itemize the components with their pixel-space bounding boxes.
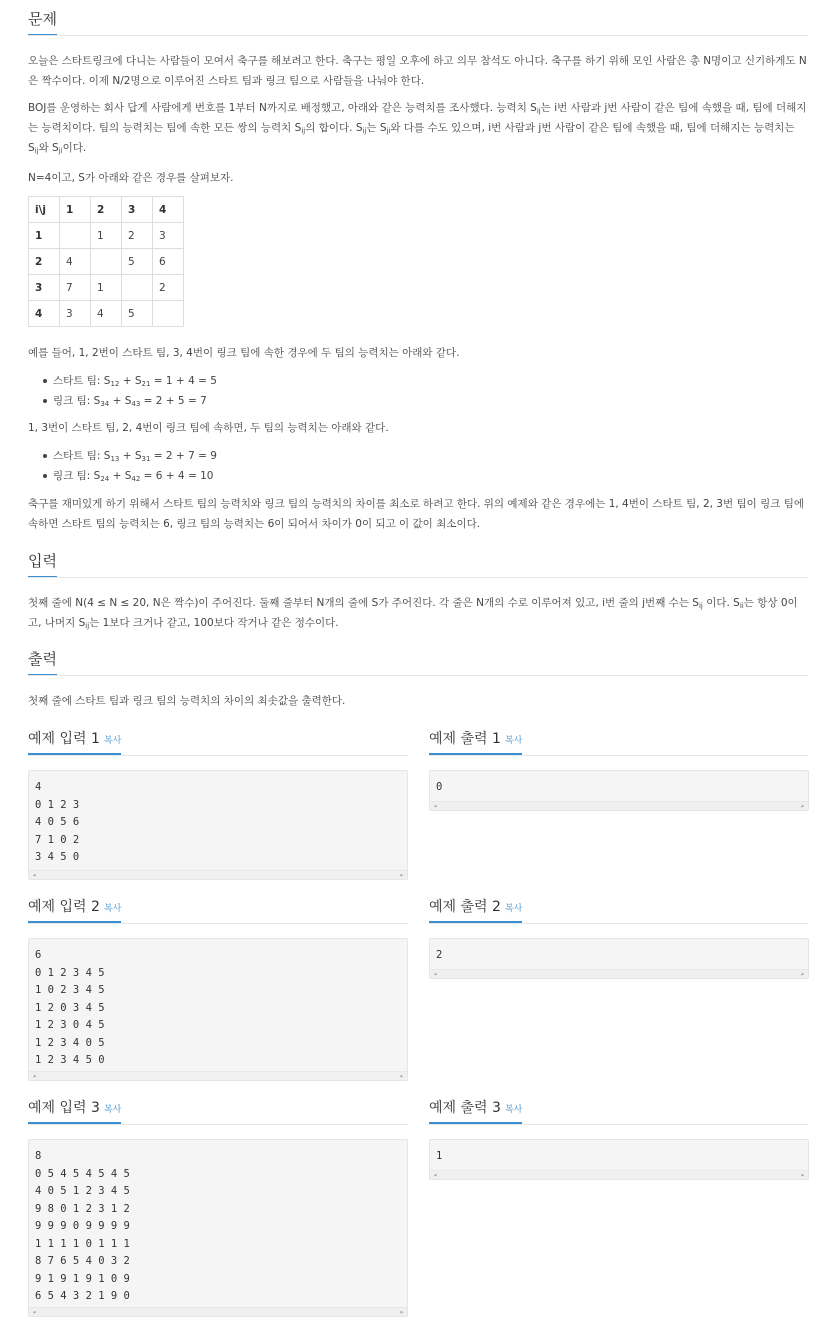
horizontal-scrollbar[interactable] — [29, 1307, 407, 1316]
table-cell — [91, 249, 122, 275]
example-list-2 — [28, 446, 217, 486]
horizontal-scrollbar[interactable] — [430, 969, 808, 978]
table-cell: 1 — [91, 223, 122, 249]
sample-input-3-box[interactable] — [28, 1139, 408, 1317]
sample-input-2-box[interactable] — [28, 938, 408, 1081]
scroll-right-icon[interactable]: ▸ — [800, 1171, 805, 1179]
divider — [28, 1124, 408, 1125]
table-cell: 2 — [122, 223, 153, 249]
sample-input-1-code: 4 0 1 2 3 4 0 5 6 7 1 0 2 3 4 5 0 — [35, 781, 80, 863]
table-cell: 3 — [60, 301, 91, 327]
divider — [429, 755, 808, 756]
scroll-left-icon[interactable]: ◂ — [32, 871, 37, 879]
sample-output-2-box[interactable] — [429, 938, 809, 979]
scroll-right-icon[interactable]: ▸ — [399, 1308, 404, 1316]
table-cell: 7 — [60, 275, 91, 301]
list-item: 링크 팀: $S_{34} + S_{43} = 2 + 5 = 7$ — [28, 391, 217, 411]
table-row — [29, 275, 184, 301]
sample-output-1-code: 0 — [436, 781, 443, 793]
table-cell: 2 — [153, 275, 184, 301]
problem-heading-text: 문제 — [28, 10, 57, 28]
problem-paragraph-2: BOJ를 운영하는 회사 답게 사람에게 번호를 1부터 N까지로 배정했고, 아래와 같은 능력치를 조사했다. 능력치 $S_{ij}$는 i번 사람과 j번 사람이 같은 팀에 속했을 때, 팀에 더해지는 능력치이다. 팀의 능력치는 팀에 속한 모든 쌍의 능력치 $S_{ij}$의 합이다. $S_{ij}$는 $S_{ji}$와 다를 수도 있으며, i번 사람과 j번 사람이 같은 팀에 속했을 때, 팀에 더해지는 능력치는 $S_{ij}$와 $S_{ji}$이다. — [28, 102, 807, 155]
divider — [28, 755, 408, 756]
divider — [28, 35, 808, 36]
table-col-header: 3 — [122, 197, 153, 223]
sample-output-2-title: 예제 출력 2 — [429, 899, 501, 915]
table-row-header: 4 — [29, 301, 60, 327]
scroll-left-icon[interactable]: ◂ — [433, 802, 438, 810]
table-col-header: 1 — [60, 197, 91, 223]
problem-paragraph-3: N=4이고, S가 아래와 같은 경우를 살펴보자. — [28, 172, 234, 184]
scroll-left-icon[interactable]: ◂ — [433, 1171, 438, 1179]
table-row-header: 2 — [29, 249, 60, 275]
copy-button[interactable]: 복사 — [504, 1105, 523, 1115]
output-description: 첫째 줄에 스타트 팀과 링크 팀의 능력치의 차이의 최솟값을 출력한다. — [28, 695, 346, 707]
scroll-left-icon[interactable]: ◂ — [433, 970, 438, 978]
table-cell: 3 — [153, 223, 184, 249]
scroll-left-icon[interactable]: ◂ — [32, 1072, 37, 1080]
sample-input-2-code: 6 0 1 2 3 4 5 1 0 2 3 4 5 1 2 0 3 4 5 1 2 3 0 4 5 1 2 3 4 0 5 1 2 3 4 5 0 — [35, 949, 105, 1066]
table-cell: 4 — [60, 249, 91, 275]
output-heading — [28, 648, 57, 676]
sample-input-3-heading — [28, 1097, 121, 1124]
input-heading-text: 입력 — [28, 552, 57, 570]
horizontal-scrollbar[interactable] — [29, 870, 407, 879]
example-list-1 — [28, 371, 217, 411]
sample-output-3-title: 예제 출력 3 — [429, 1100, 501, 1116]
list-item: 링크 팀: $S_{24} + S_{42} = 6 + 4 = 10$ — [28, 466, 217, 486]
sample-input-2-title: 예제 입력 2 — [28, 899, 100, 915]
table-cell: 5 — [122, 249, 153, 275]
sample-input-1-heading — [28, 728, 121, 755]
problem-heading — [28, 8, 57, 36]
ability-table — [28, 196, 184, 327]
table-cell — [122, 275, 153, 301]
problem-paragraph-5: 1, 3번이 스타트 팀, 2, 4번이 링크 팀에 속하면, 두 팀의 능력치는 아래와 같다. — [28, 422, 389, 434]
table-row — [29, 301, 184, 327]
sample-output-2-code: 2 — [436, 949, 443, 961]
horizontal-scrollbar[interactable] — [430, 1170, 808, 1179]
table-cell: 6 — [153, 249, 184, 275]
list-item: 스타트 팀: $S_{12} + S_{21} = 1 + 4 = 5$ — [28, 371, 217, 391]
divider — [28, 577, 808, 578]
sample-input-3-code: 8 0 5 4 5 4 5 4 5 4 0 5 1 2 3 4 5 9 8 0 1 2 3 1 2 9 9 9 0 9 9 9 9 1 1 1 1 0 1 1 1 8 7 6 5 4 0 3 2 9 1 9 1 9 1 0 9 6 5 4 3 2 1 9 0 — [35, 1150, 130, 1302]
table-row-header: 3 — [29, 275, 60, 301]
divider — [28, 923, 408, 924]
table-cell: 4 — [91, 301, 122, 327]
table-col-header: 2 — [91, 197, 122, 223]
copy-button[interactable]: 복사 — [103, 736, 122, 746]
sample-output-1-box[interactable] — [429, 770, 809, 811]
sample-input-2-heading — [28, 896, 121, 923]
list-item: 스타트 팀: $S_{13} + S_{31} = 2 + 7 = 9$ — [28, 446, 217, 466]
sample-output-1-title: 예제 출력 1 — [429, 731, 501, 747]
sample-input-3-title: 예제 입력 3 — [28, 1100, 100, 1116]
sample-output-1-heading — [429, 728, 522, 755]
copy-button[interactable]: 복사 — [103, 904, 122, 914]
divider — [28, 675, 808, 676]
output-heading-text: 출력 — [28, 650, 57, 668]
table-row — [29, 223, 184, 249]
sample-input-1-title: 예제 입력 1 — [28, 731, 100, 747]
sample-output-3-box[interactable] — [429, 1139, 809, 1180]
copy-button[interactable]: 복사 — [103, 1105, 122, 1115]
divider — [429, 1124, 808, 1125]
table-row-header: 1 — [29, 223, 60, 249]
horizontal-scrollbar[interactable] — [29, 1071, 407, 1080]
table-cell: 1 — [91, 275, 122, 301]
scroll-left-icon[interactable]: ◂ — [32, 1308, 37, 1316]
horizontal-scrollbar[interactable] — [430, 801, 808, 810]
problem-paragraph-4: 예를 들어, 1, 2번이 스타트 팀, 3, 4번이 링크 팀에 속한 경우에 두 팀의 능력치는 아래와 같다. — [28, 347, 460, 359]
sample-output-2-heading — [429, 896, 522, 923]
sample-input-1-box[interactable] — [28, 770, 408, 880]
table-corner-cell: i\j — [29, 197, 60, 223]
problem-paragraph-6: 축구를 재미있게 하기 위해서 스타트 팀의 능력치와 링크 팀의 능력치의 차이를 최소로 하려고 한다. 위의 예제와 같은 경우에는 1, 4번이 스타트 팀, 2, 3번 팀이 링크 팀에 속하면 스타트 팀의 능력치는 6, 링크 팀의 능력치는 6이 되어서 차이가 0이 되고 이 값이 최소이다. — [28, 498, 805, 530]
table-cell — [60, 223, 91, 249]
table-header-row — [29, 197, 184, 223]
divider — [429, 923, 808, 924]
sample-output-3-code: 1 — [436, 1150, 443, 1162]
sample-output-3-heading — [429, 1097, 522, 1124]
table-col-header: 4 — [153, 197, 184, 223]
scroll-right-icon[interactable]: ▸ — [399, 1072, 404, 1080]
scroll-right-icon[interactable]: ▸ — [399, 871, 404, 879]
scroll-right-icon[interactable]: ▸ — [800, 802, 805, 810]
table-row — [29, 249, 184, 275]
copy-button[interactable]: 복사 — [504, 904, 523, 914]
copy-button[interactable]: 복사 — [504, 736, 523, 746]
input-description: 첫째 줄에 N(4 ≤ N ≤ 20, N은 짝수)이 주어진다. 둘째 줄부터 N개의 줄에 S가 주어진다. 각 줄은 N개의 수로 이루어져 있고, i번 줄의 j번째 수는 $S_{ij}$ 이다. $S_{ii}$는 항상 0이고, 나머지 $S_{ij}$는 1보다 크거나 같고, 100보다 작거나 같은 정수이다. — [28, 597, 798, 630]
input-heading — [28, 550, 57, 578]
scroll-right-icon[interactable]: ▸ — [800, 970, 805, 978]
table-cell — [153, 301, 184, 327]
table-cell: 5 — [122, 301, 153, 327]
problem-paragraph-1: 오늘은 스타트링크에 다니는 사람들이 모여서 축구를 해보려고 한다. 축구는 평일 오후에 하고 의무 참석도 아니다. 축구를 하기 위해 모인 사람은 총 N명이고 신기하게도 N은 짝수이다. 이제 N/2명으로 이루어진 스타트 팀과 링크 팀으로 사람들을 나눠야 한다. — [28, 55, 807, 87]
